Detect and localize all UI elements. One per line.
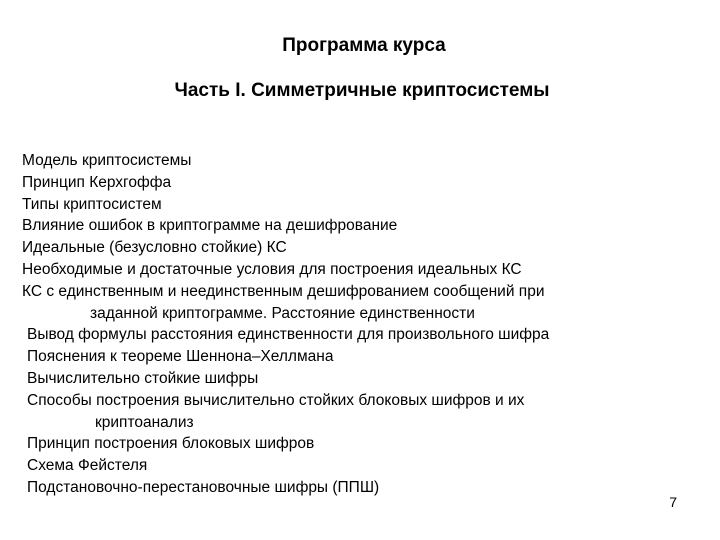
list-item-text: Необходимые и достаточные условия для построения идеальных КС [22, 260, 522, 278]
list-item [0, 259, 720, 281]
topic-list [0, 150, 720, 499]
list-item-continuation: криптоанализ [95, 413, 194, 431]
list-item-text: Влияние ошибок в криптограмме на дешифрование [22, 217, 398, 235]
list-item-text: КС с единственным и неединственным дешифрованием сообщений при [22, 282, 545, 300]
list-item [0, 237, 720, 259]
slide-subtitle: Часть I. Симметричные криптосистемы [174, 80, 550, 101]
list-item [0, 433, 720, 455]
list-item-continuation: заданной криптограмме. Расстояние единственности [90, 304, 475, 322]
list-item [0, 455, 720, 477]
list-item [0, 368, 720, 390]
list-item-text: Модель криптосистемы [22, 152, 192, 169]
list-item-text: Идеальные (безусловно стойкие) КС [22, 239, 287, 257]
list-item [0, 346, 720, 368]
list-item-text: Вывод формулы расстояния единственности для произвольного шифра [27, 326, 550, 344]
list-item [0, 172, 720, 194]
list-item-text: Схема Фейстеля [27, 457, 148, 475]
list-item-text: Пояснения к теореме Шеннона–Хеллмана [27, 348, 334, 366]
page-number: 7 [669, 494, 677, 510]
list-item [0, 194, 720, 216]
list-item-text: Принцип построения блоковых шифров [27, 435, 315, 453]
slide-title: Программа курса [282, 35, 446, 56]
list-item [0, 324, 720, 346]
list-item-text: Вычислительно стойкие шифры [27, 369, 259, 387]
list-item-text: Подстановочно-перестановочные шифры (ППШ) [27, 478, 380, 496]
list-item [0, 281, 720, 325]
list-item-text: Принцип Керхгоффа [22, 173, 172, 191]
list-item [0, 477, 720, 499]
list-item-text: Способы построения вычислительно стойких блоковых шифров и их [27, 391, 525, 409]
list-item [0, 390, 720, 434]
list-item-text: Типы криптосистем [22, 195, 162, 213]
list-item [0, 150, 720, 172]
list-item [0, 215, 720, 237]
